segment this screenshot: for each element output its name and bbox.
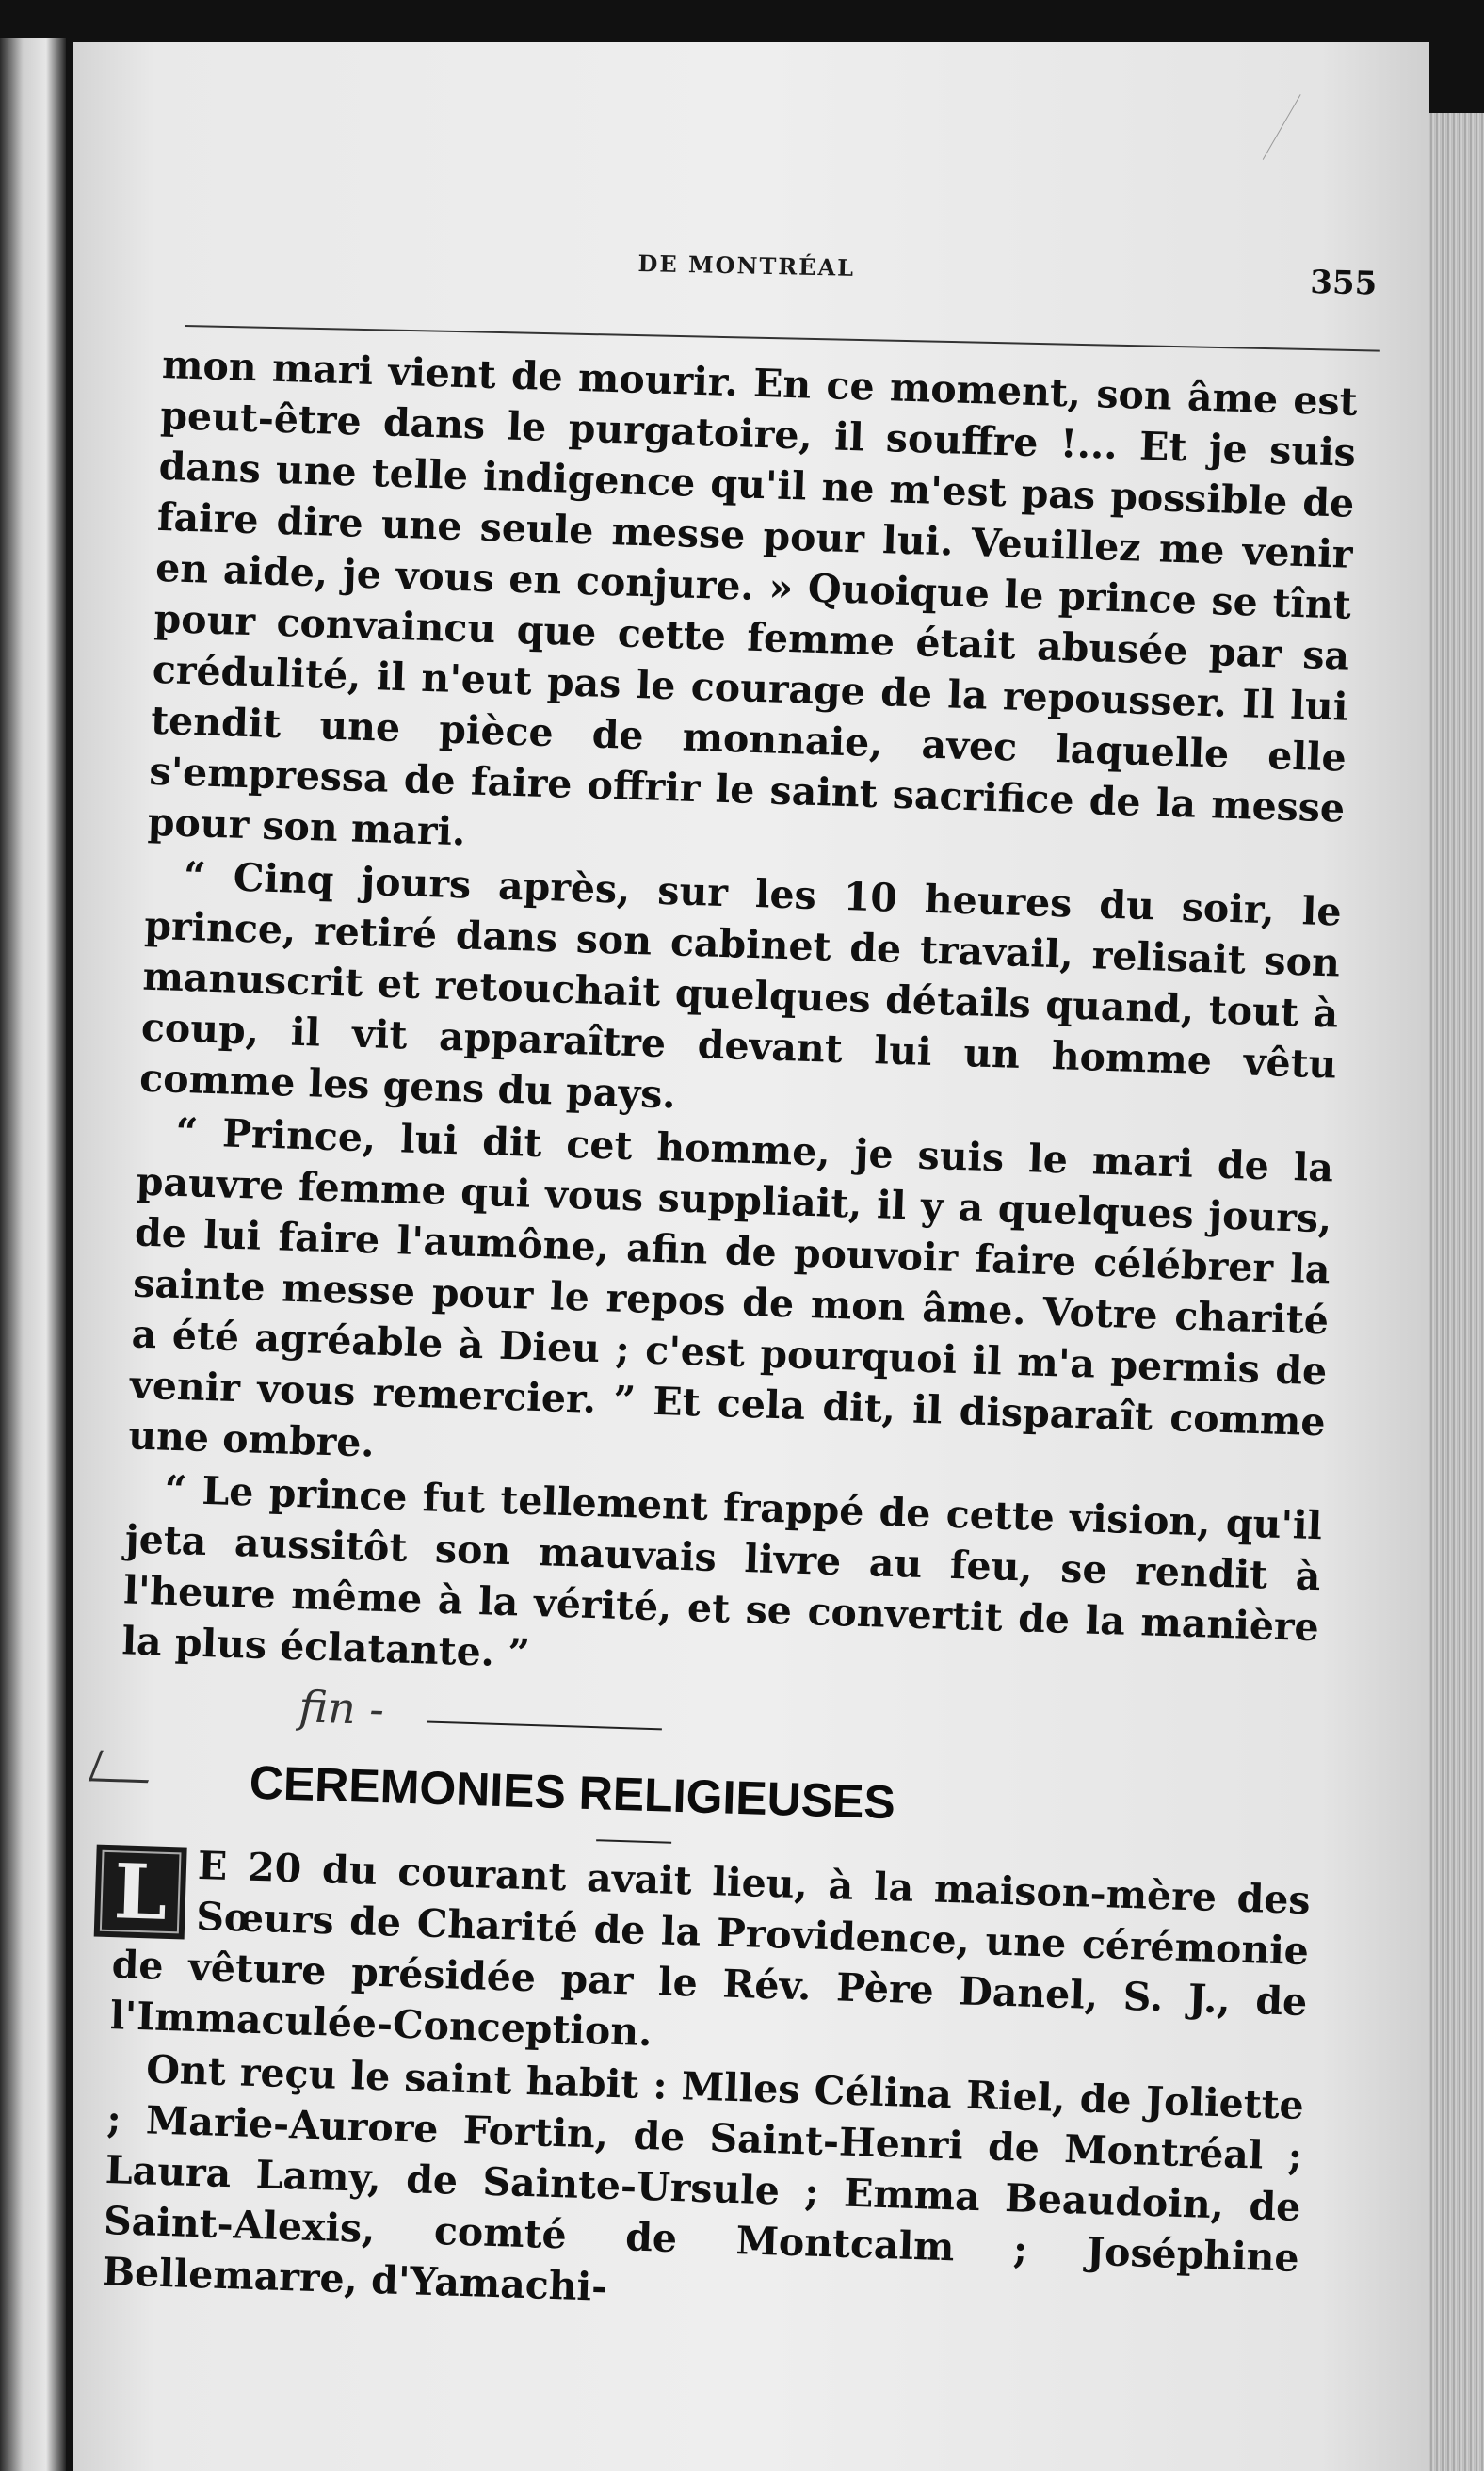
page-stack-edges [1429, 113, 1484, 2471]
page-body [102, 339, 1359, 2334]
section-title: CEREMONIES RELIGIEUSES [249, 1755, 896, 1830]
section-paragraph [109, 1837, 1311, 2078]
page-number: 355 [1309, 264, 1378, 303]
paragraph-continued: mon mari vient de mourir. En ce moment, son âme est peut-être dans le purgatoire, il souffre !... Et je suis dans une telle indigence qu'il ne m'est pas possible de faire dire une seule messe pour lui. Veuillez me venir en aide, je vous en conjure. » Quoique le prince se tînt pour convaincu que cette femme était abusée par sa crédulité, il n'eut pas le courage de la repousser. Il lui tendit une pièce de monnaie, avec laquelle elle s'empressa de faire offrir le saint sacrifice de la messe pour son mari. [147, 341, 1359, 855]
dropcap-initial: L [94, 1845, 187, 1940]
paper-scratch [1263, 94, 1334, 179]
running-title: DE MONTRÉAL [637, 250, 856, 282]
separator-rule [427, 1720, 662, 1730]
paragraph: “ Cinq jours après, sur les 10 heures du soir, le prince, retiré dans son cabinet de travail, relisait son manuscrit et retouchait quelques détails quand, tout à coup, il vit apparaître devant lui un homme vêtu comme les gens du pays. [138, 852, 1343, 1118]
handwritten-check-icon [89, 1751, 160, 1784]
section-paragraph: Ont reçu le saint habit : Mlles Célina Riel, de Joliette ; Marie-Aurore Fortin, de Saint-Henri de Montréal ; Laura Lamy, de Sainte-Ursule ; Emma Beaudoin, de Saint-Alexis, comté de Montcalm ; Joséphine Bellemarre, d'Yamachi- [101, 2046, 1305, 2310]
handwritten-note: fin - [298, 1681, 385, 1736]
section-paragraph-text: E 20 du courant avait lieu, à la maison-mère des Sœurs de Charité de la Providence, une cérémonie de vêture présidée par le Rév. Père Danel, S. J., de l'Immaculée-Conception. [109, 1842, 1312, 2056]
paragraph: “ Prince, lui dit cet homme, je suis le mari de la pauvre femme qui vous suppliait, il y a quelques jours, de lui faire l'aumône, afin de pouvoir faire célébrer la sainte messe pour le repos de mon âme. Votre charité a été agréable à Dieu ; c'est pourquoi il m'a permis de venir vous remercier. ” Et cela dit, il disparaît comme une ombre. [127, 1108, 1334, 1466]
book-page [73, 42, 1429, 2471]
paragraph: “ Le prince fut tellement frappé de cette vision, qu'il jeta aussitôt son mauvais livre au feu, se rendit à l'heure même à la vérité, et se convertit de la manière la plus éclatante. ” [121, 1466, 1323, 1676]
facing-page-edge [0, 38, 66, 2471]
title-underline [596, 1839, 671, 1844]
page-header [186, 212, 1378, 303]
